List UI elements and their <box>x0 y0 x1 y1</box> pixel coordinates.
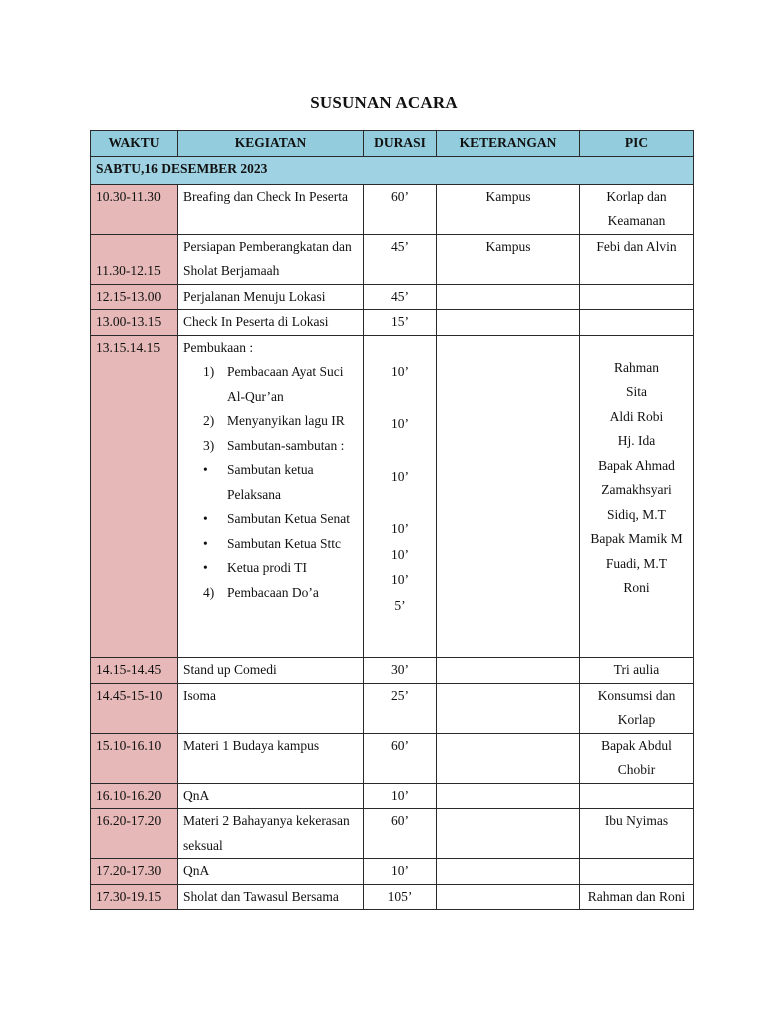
cell-waktu: 17.30-19.15 <box>91 884 178 910</box>
cell-kegiatan: Materi 1 Budaya kampus <box>178 733 364 783</box>
cell-pic: Rahman Sita Aldi Robi Hj. Ida Bapak Ahmad Zamakhsyari Sidiq, M.T Bapak Mamik M Fuadi, M.T Roni <box>580 335 694 658</box>
cell-kegiatan <box>178 335 364 658</box>
header-keterangan: KETERANGAN <box>437 131 580 157</box>
cell-waktu: 13.00-13.15 <box>91 310 178 336</box>
cell-pic: Tri aulia <box>580 658 694 684</box>
list-item: • Sambutan Ketua Sttc <box>203 535 341 551</box>
cell-keterangan <box>437 658 580 684</box>
cell-kegiatan: QnA <box>178 859 364 885</box>
cell-kegiatan: Persiapan Pemberangkatan dan Sholat Berjamaah <box>178 234 364 284</box>
cell-durasi: 45’ <box>364 234 437 284</box>
cell-durasi: 60’ <box>364 184 437 234</box>
header-row <box>91 131 694 157</box>
cell-keterangan <box>437 809 580 859</box>
list-item: 1) Pembacaan Ayat Suci Al-Qur’an <box>203 364 344 404</box>
cell-waktu: 11.30-12.15 <box>91 234 178 284</box>
cell-kegiatan: Breafing dan Check In Peserta <box>178 184 364 234</box>
durasi-item: 5’ <box>394 597 406 613</box>
cell-kegiatan: Isoma <box>178 683 364 733</box>
cell-waktu: 14.15-14.45 <box>91 658 178 684</box>
cell-pic: Ibu Nyimas <box>580 809 694 859</box>
cell-pic <box>580 783 694 809</box>
cell-waktu: 10.30-11.30 <box>91 184 178 234</box>
cell-kegiatan: Stand up Comedi <box>178 658 364 684</box>
cell-waktu: 16.20-17.20 <box>91 809 178 859</box>
list-item: 3) Sambutan-sambutan : <box>203 437 345 453</box>
cell-kegiatan: QnA <box>178 783 364 809</box>
cell-pic: Febi dan Alvin <box>580 234 694 284</box>
list-item: • Sambutan Ketua Senat <box>203 511 350 526</box>
cell-durasi: 25’ <box>364 683 437 733</box>
cell-keterangan <box>437 884 580 910</box>
durasi-item: 10’ <box>391 546 409 562</box>
section-date: SABTU,16 DESEMBER 2023 <box>91 156 694 184</box>
table-row <box>91 884 694 910</box>
table-row <box>91 783 694 809</box>
cell-kegiatan: Check In Peserta di Lokasi <box>178 310 364 336</box>
cell-waktu: 16.10-16.20 <box>91 783 178 809</box>
cell-keterangan: Kampus <box>437 184 580 234</box>
cell-pic <box>580 859 694 885</box>
table-row <box>91 284 694 310</box>
table-row <box>91 234 694 284</box>
schedule-table <box>90 130 694 910</box>
list-item: 4) Pembacaan Do’a <box>203 584 319 600</box>
header-kegiatan: KEGIATAN <box>178 131 364 157</box>
table-row <box>91 683 694 733</box>
cell-kegiatan: Materi 2 Bahayanya kekerasan seksual <box>178 809 364 859</box>
page-title: SUSUNAN ACARA <box>310 93 458 112</box>
cell-keterangan: Kampus <box>437 234 580 284</box>
table-row <box>91 658 694 684</box>
table-row <box>91 184 694 234</box>
cell-waktu: 12.15-13.00 <box>91 284 178 310</box>
cell-durasi <box>364 335 437 658</box>
list-item: • Ketua prodi TI <box>203 560 307 575</box>
durasi-item: 10’ <box>391 521 409 536</box>
cell-durasi: 105’ <box>364 884 437 910</box>
cell-pic <box>580 284 694 310</box>
cell-durasi: 60’ <box>364 733 437 783</box>
cell-durasi: 15’ <box>364 310 437 336</box>
cell-keterangan <box>437 310 580 336</box>
durasi-item: 10’ <box>391 468 409 484</box>
cell-keterangan <box>437 859 580 885</box>
durasi-item: 10’ <box>391 363 409 379</box>
opening-list <box>183 360 358 605</box>
cell-waktu: 17.20-17.30 <box>91 859 178 885</box>
cell-keterangan <box>437 335 580 658</box>
cell-pic: Konsumsi dan Korlap <box>580 683 694 733</box>
cell-pic: Bapak Abdul Chobir <box>580 733 694 783</box>
cell-durasi: 10’ <box>364 783 437 809</box>
list-item: 2) Menyanyikan lagu IR <box>203 413 345 428</box>
durasi-item: 10’ <box>391 416 409 431</box>
cell-durasi: 10’ <box>364 859 437 885</box>
opening-heading: Pembukaan : <box>183 339 254 355</box>
section-row <box>91 156 694 184</box>
table-row <box>91 310 694 336</box>
cell-kegiatan: Perjalanan Menuju Lokasi <box>178 284 364 310</box>
durasi-item: 10’ <box>391 572 409 587</box>
cell-pic: Korlap dan Keamanan <box>580 184 694 234</box>
header-pic: PIC <box>580 131 694 157</box>
table-row <box>91 859 694 885</box>
cell-durasi: 30’ <box>364 658 437 684</box>
cell-pic <box>580 310 694 336</box>
cell-waktu: 15.10-16.10 <box>91 733 178 783</box>
header-durasi: DURASI <box>364 131 437 157</box>
table-row-opening <box>91 335 694 658</box>
table-row <box>91 809 694 859</box>
list-item: • Sambutan ketua Pelaksana <box>203 462 314 502</box>
cell-durasi: 60’ <box>364 809 437 859</box>
cell-keterangan <box>437 284 580 310</box>
cell-pic: Rahman dan Roni <box>580 884 694 910</box>
cell-keterangan <box>437 733 580 783</box>
cell-waktu: 13.15.14.15 <box>91 335 178 658</box>
cell-keterangan <box>437 783 580 809</box>
table-row <box>91 733 694 783</box>
cell-keterangan <box>437 683 580 733</box>
cell-durasi: 45’ <box>364 284 437 310</box>
cell-kegiatan: Sholat dan Tawasul Bersama <box>178 884 364 910</box>
header-waktu: WAKTU <box>91 131 178 157</box>
cell-waktu: 14.45-15-10 <box>91 683 178 733</box>
